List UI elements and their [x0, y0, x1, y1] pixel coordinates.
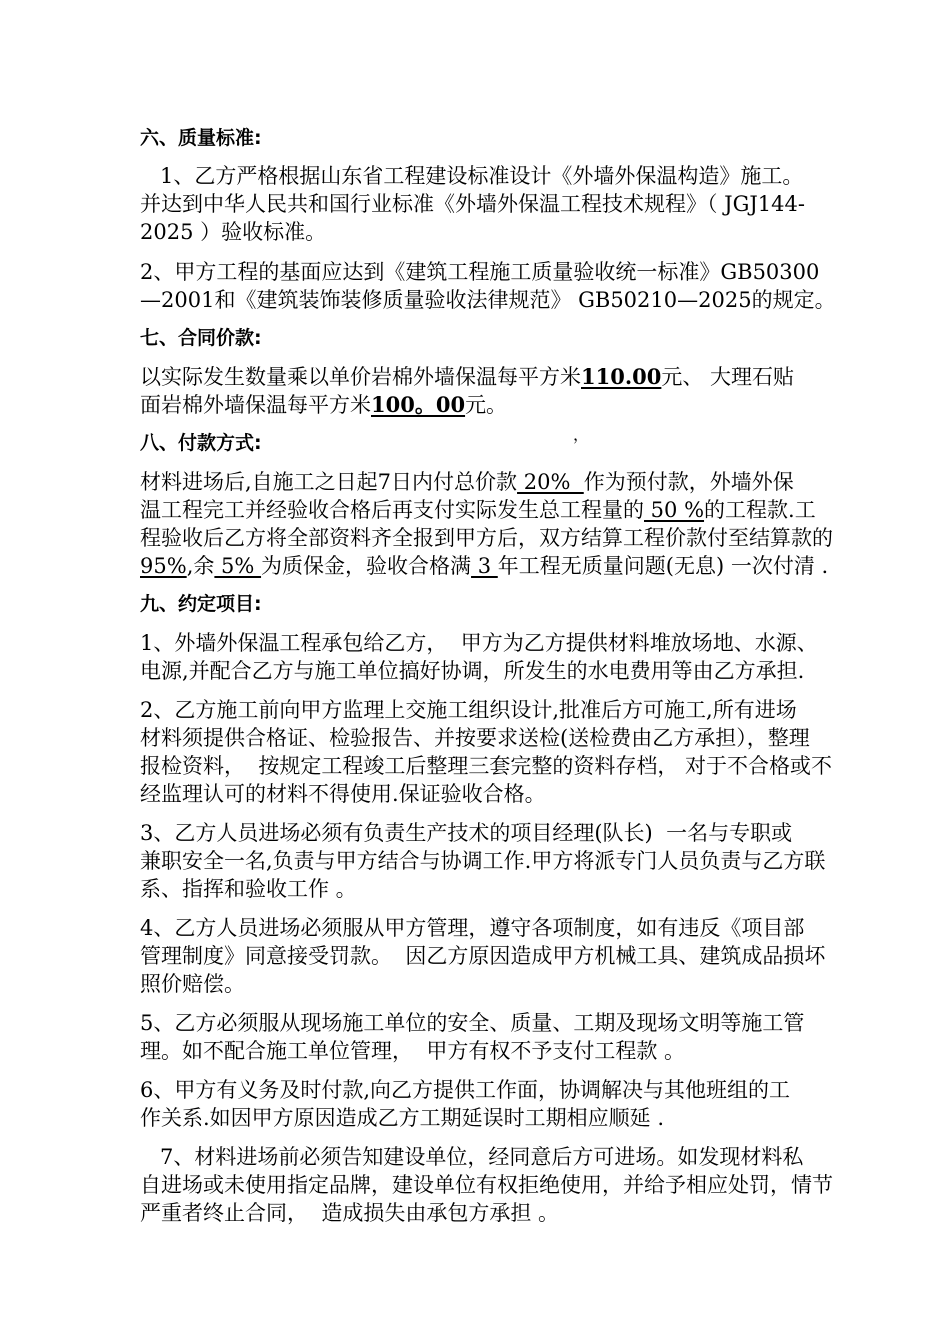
terms-line: 报检资料， 按规定工程竣工后整理三套完整的资料存档， 对于不合格或不 — [140, 754, 833, 778]
warranty-years: 3 — [471, 554, 498, 578]
quality-line-4: 2、甲方工程的基面应达到《建筑工程施工质量验收统一标准》GB50300 — [140, 260, 820, 284]
terms-line: 系、指挥和验收工作 。 — [140, 877, 357, 901]
terms-line: 材料须提供合格证、检验报告、并按要求送检(送检费由乙方承担），整理 — [140, 726, 810, 750]
payment-heading: 八、付款方式: — [140, 432, 262, 454]
quality-line-1: 1、乙方严格根据山东省工程建设标准设计《外墙外保温构造》施工。 — [160, 164, 804, 188]
payment-text: 温工程完工并经验收合格后再支付实际发生总工程量的 — [140, 498, 644, 522]
payment-text: 材料进场后,自施工之日起7日内付总价款 — [140, 470, 518, 494]
payment-text: 的工程款.工 — [704, 498, 816, 522]
payment-text: 作为预付款，外墙外保 — [583, 470, 794, 494]
settlement-percent: 95% — [140, 554, 187, 578]
advance-percent: 20% — [517, 470, 584, 494]
terms-line: 严重者终止合同， 造成损失由承包方承担 。 — [140, 1201, 560, 1225]
completion-percent: 50 % — [644, 498, 705, 522]
terms-line: 兼职安全一名,负责与甲方结合与协调工作.甲方将派专门人员负责与乙方联 — [140, 849, 826, 873]
quality-heading: 六、质量标准: — [140, 127, 262, 149]
quality-line-3: 2025 ）验收标准。 — [140, 220, 327, 244]
terms-line: 作关系.如因甲方原因造成乙方工期延误时工期相应顺延 . — [140, 1106, 665, 1130]
terms-line: 电源,并配合乙方与施工单位搞好协调，所发生的水电费用等由乙方承担. — [140, 659, 805, 683]
terms-line: 经监理认可的材料不得使用.保证验收合格。 — [140, 782, 546, 806]
terms-line: 3、乙方人员进场必须有负责生产技术的项目经理(队长) 一名与专职或 — [140, 821, 793, 845]
price-text: 以实际发生数量乘以单价岩棉外墙保温每平方米 — [140, 365, 581, 389]
price-text: 面岩棉外墙保温每平方米 — [140, 393, 371, 417]
terms-line: 管理制度》同意接受罚款。 因乙方原因造成甲方机械工具、建筑成品损坏 — [140, 944, 826, 968]
price-text: 元、 大理石贴 — [661, 365, 795, 389]
price-line-2 — [140, 392, 507, 418]
terms-line: 6、甲方有义务及时付款,向乙方提供工作面，协调解决与其他班组的工 — [140, 1078, 791, 1102]
terms-line: 1、外墙外保温工程承包给乙方， 甲方为乙方提供材料堆放场地、水源、 — [140, 631, 818, 655]
stray-comma-mark: ， — [573, 425, 590, 444]
terms-line: 2、乙方施工前向甲方监理上交施工组织设计,批准后方可施工,所有进场 — [140, 698, 797, 722]
terms-heading: 九、约定项目: — [140, 593, 262, 615]
terms-line: 照价赔偿。 — [140, 972, 245, 996]
payment-line-2 — [140, 497, 816, 523]
price-text: 元。 — [465, 393, 508, 417]
payment-line-4 — [140, 553, 828, 579]
retention-percent: 5% — [214, 554, 262, 578]
terms-line: 自进场或未使用指定品牌，建设单位有权拒绝使用，并给予相应处罚，情节 — [140, 1173, 833, 1197]
terms-line: 5、乙方必须服从现场施工单位的安全、质量、工期及现场文明等施工管 — [140, 1011, 805, 1035]
terms-line: 4、乙方人员进场必须服从甲方管理，遵守各项制度，如有违反《项目部 — [140, 916, 805, 940]
quality-line-2: 并达到中华人民共和国行业标准《外墙外保温工程技术规程》（ JGJ144- — [140, 192, 805, 216]
payment-text: ,余 — [186, 554, 215, 578]
payment-line-1 — [140, 469, 794, 495]
payment-text: 为质保金，验收合格满 — [261, 554, 472, 578]
rock-wool-unit-price: 110.00 — [581, 364, 662, 389]
terms-line: 7、材料进场前必须告知建设单位，经同意后方可进场。如发现材料私 — [160, 1145, 804, 1169]
payment-text: 年工程无质量问题(无息) 一次付清 . — [497, 554, 829, 578]
price-heading: 七、合同价款: — [140, 327, 262, 349]
terms-line: 理。如不配合施工单位管理， 甲方有权不予支付工程款 。 — [140, 1039, 686, 1063]
marble-unit-price: 100。00 — [371, 392, 466, 417]
quality-line-5: —2001和《建筑装饰装修质量验收法律规范》 GB50210—2025的规定。 — [140, 288, 836, 312]
price-line-1 — [140, 364, 794, 390]
payment-line-3: 程验收后乙方将全部资料齐全报到甲方后，双方结算工程价款付至结算款的 — [140, 526, 833, 550]
